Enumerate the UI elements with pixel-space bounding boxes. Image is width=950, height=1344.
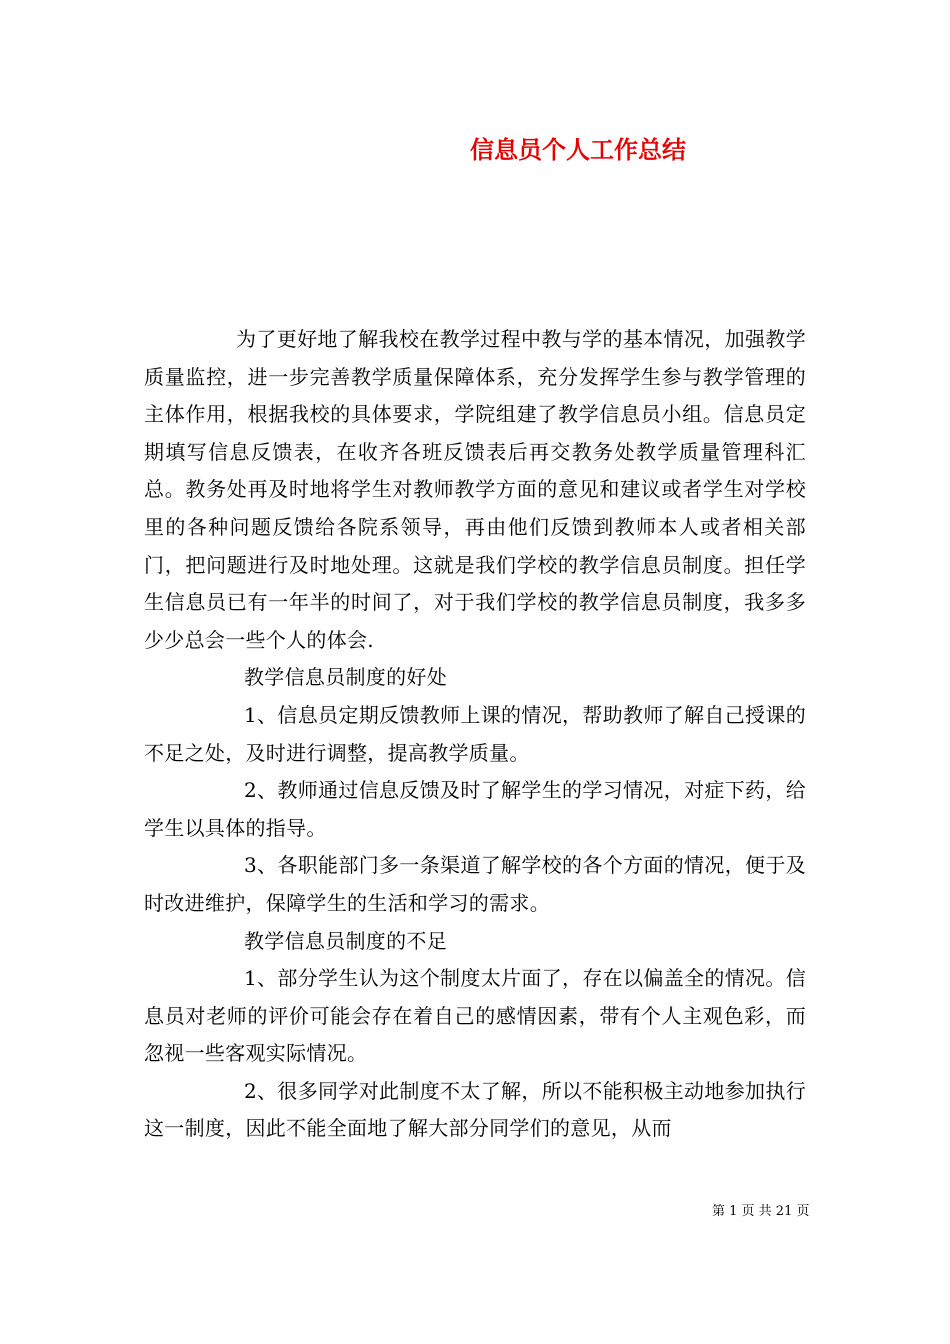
advantages-heading: 教学信息员制度的好处 bbox=[244, 665, 447, 690]
document-title: 信息员个人工作总结 bbox=[470, 136, 686, 164]
shortcoming-item: 2、很多同学对此制度不太了解，所以不能积极主动地参加执行这一制度，因此不能全面地了解大部分同学们的意见，从而 bbox=[144, 1078, 806, 1141]
page-number-footer: 第 1 页 共 21 页 bbox=[712, 1204, 810, 1219]
advantage-item: 2、教师通过信息反馈及时了解学生的学习情况，对症下药，给学生以具体的指导。 bbox=[144, 778, 806, 840]
intro-paragraph: 为了更好地了解我校在教学过程中教与学的基本情况，加强教学质量监控，进一步完善教学质量保障体系，充分发挥学生参与教学管理的主体作用，根据我校的具体要求，学院组建了教学信息员小组。信息员定期填写信息反馈表，在收齐各班反馈表后再交教务处教学质量管理科汇总。教务处再及时地将学生对教师教学方面的意见和建议或者学生对学校里的各种问题反馈给各院系领导，再由他们反馈到教师本人或者相关部门，把问题进行及时地处理。这就是我们学校的教学信息员制度。担任学生信息员已有一年半的时间了，对于我们学校的教学信息员制度，我多多少少总会一些个人的体会. bbox=[144, 327, 806, 652]
document-body bbox=[144, 321, 806, 1148]
advantage-item: 1、信息员定期反馈教师上课的情况，帮助教师了解自己授课的不足之处，及时进行调整，提高教学质量。 bbox=[144, 702, 806, 765]
shortcoming-item: 1、部分学生认为这个制度太片面了，存在以偏盖全的情况。信息员对老师的评价可能会存在着自己的感情因素，带有个人主观色彩，而忽视一些客观实际情况。 bbox=[144, 966, 806, 1066]
shortcomings-heading: 教学信息员制度的不足 bbox=[244, 928, 447, 953]
advantage-item: 3、各职能部门多一条渠道了解学校的各个方面的情况，便于及时改进维护，保障学生的生活和学习的需求。 bbox=[144, 853, 806, 915]
